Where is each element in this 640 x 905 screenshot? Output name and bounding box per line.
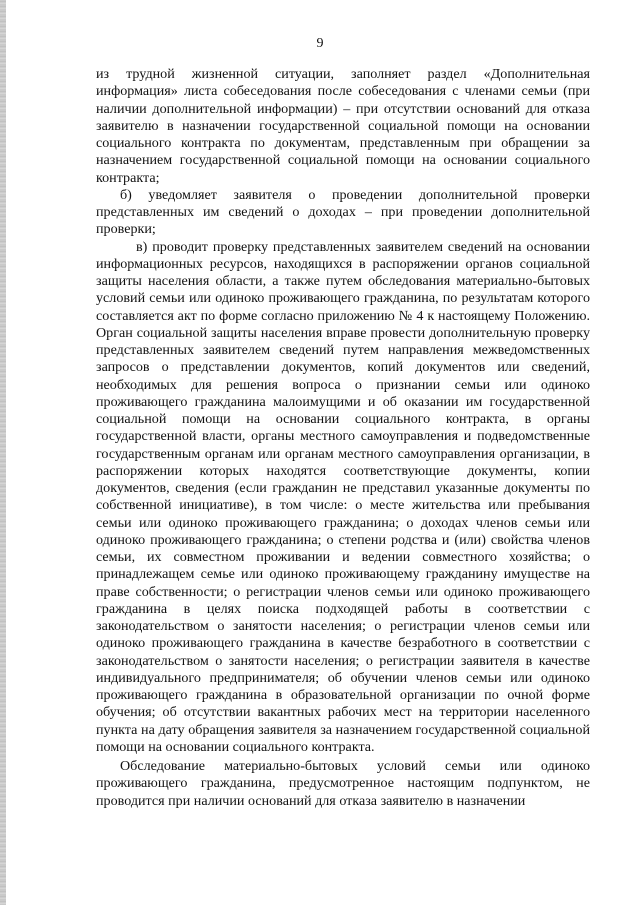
page-number: 9: [316, 36, 324, 51]
paragraph-inspection: Обследование материально-бытовых условий семьи или одиноко проживающего гражданина, предусмотренное настоящим подпунктом, не проводится при наличии оснований для отказа заявителю в назначении: [96, 758, 590, 809]
paragraph-item-b: б) уведомляет заявителя о проведении дополнительной проверки представленных им сведений о доходах – при проведении дополнительной проверки;: [96, 186, 590, 238]
scan-edge: [0, 0, 6, 905]
paragraph-continuation: из трудной жизненной ситуации, заполняет раздел «Дополнительная информация» листа собеседования после собеседования с членами семьи (при наличии дополнительной информации) – при отсутствии оснований для отказа заявителю в назначении государственной социальной помощи на основании социального контракта по документам, представленным при обращении за назначением государственной социальной помощи на основании социального контракта;: [96, 66, 590, 186]
document-body: [96, 66, 590, 810]
paragraph-item-v: в) проводит проверку представленных заявителем сведений на основании информационных ресурсов, находящихся в распоряжении органов социальной защиты населения области, а также путем обследования материально-бытовых условий семьи или одиноко проживающего гражданина, по результатам которого составляется акт по форме согласно приложению № 4 к настоящему Положению. Орган социальной защиты населения вправе провести дополнительную проверку представленных заявителем сведений путем направления межведомственных запросов о представлении документов, копий документов или сведений, необходимых для решения вопроса о признании семьи или одиноко проживающего гражданина малоимущими и об оказании им государственной социальной помощи на основании социального контракта, в органы государственной власти, органы местного самоуправления и подведомственные государственным органам или органам местного самоуправления организации, в распоряжении которых находятся соответствующие документы, копии документов, сведения (если гражданин не представил указанные документы по собственной инициативе), в том числе: о месте жительства или пребывания семьи или одиноко проживающего гражданина; о доходах членов семьи или одиноко проживающего гражданина; о степени родства и (или) свойства членов семьи, их совместном проживании и ведении совместного хозяйства; о принадлежащем семье или одиноко проживающему гражданину имуществе на праве собственности; о регистрации членов семьи или одиноко проживающего гражданина в целях поиска подходящей работы в соответствии с законодательством о занятости населения; о регистрации членов семьи или одиноко проживающего гражданина в качестве безработного в соответствии с законодательством о занятости населения; о регистрации заявителя в качестве индивидуального предпринимателя; об обучении членов семьи или одиноко проживающего гражданина в образовательной организации по очной форме обучения; об отсутствии вакантных рабочих мест на территории населенного пункта на дату обращения заявителя за назначением государственной социальной помощи на основании социального контракта.: [96, 238, 590, 755]
